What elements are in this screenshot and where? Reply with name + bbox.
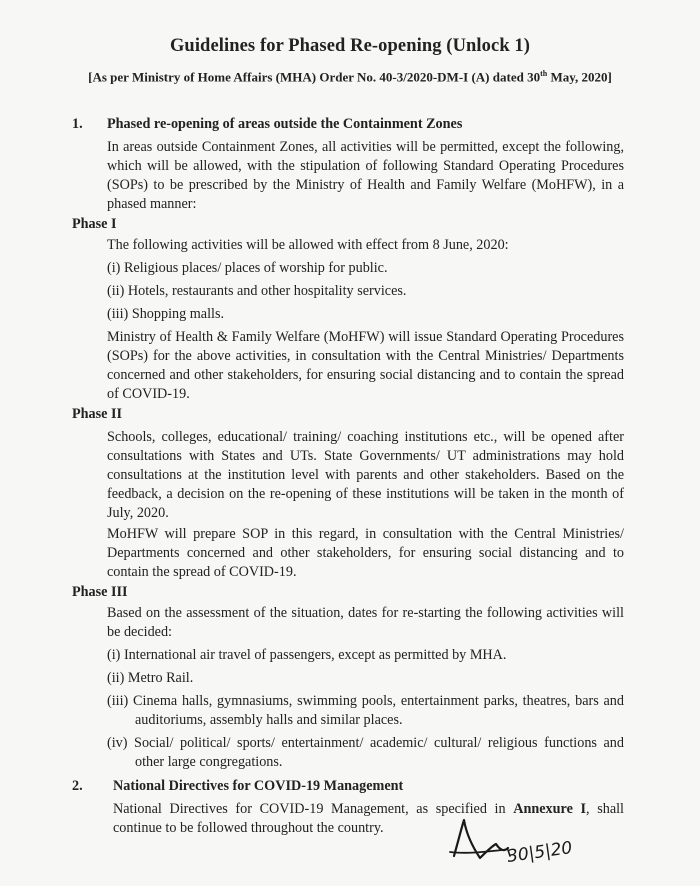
phase-1-item: (iii) Shopping malls. <box>107 306 225 322</box>
phase-1-paragraph-line: Ministry of Health & Family Welfare (MoHFW) will issue Standard Operating Procedures <box>107 329 624 345</box>
phase-1-paragraph-line: of COVID-19. <box>107 386 190 402</box>
phase-1-paragraph-line: concerned and other stakeholders, for ensuring social distancing and to contain the spread <box>107 367 624 383</box>
phase-2-paragraph-line: feedback, a decision on the re-opening of these institutions will be taken in the month of <box>107 486 624 502</box>
phase-3-item: (ii) Metro Rail. <box>107 670 194 686</box>
phase-3-item: (iv) Social/ political/ sports/ entertainment/ academic/ cultural/ religious functions and <box>107 735 624 751</box>
section-1-intro-line: which will be allowed, with the stipulation of following Standard Operating Procedures <box>107 158 624 174</box>
phase-3-item: (i) International air travel of passengers, except as permitted by MHA. <box>107 647 507 663</box>
phase-1-lead: The following activities will be allowed with effect from 8 June, 2020: <box>107 237 509 253</box>
section-1-heading: Phased re-opening of areas outside the Containment Zones <box>107 116 463 132</box>
phase-2-paragraph-line: July, 2020. <box>107 505 169 521</box>
section-1-intro-line: phased manner: <box>107 196 197 212</box>
section-2-heading: National Directives for COVID-19 Management <box>113 778 404 794</box>
phase-2-paragraph-line: contain the spread of COVID-19. <box>107 564 297 580</box>
phase-3-item: (iii) Cinema halls, gymnasiums, swimming pools, entertainment parks, theatres, bars and <box>107 693 624 709</box>
phase-2-paragraph-line: consultations with States and UTs. State Governments/ UT administrations may hold <box>107 448 624 464</box>
phase-3-item-continuation: other large congregations. <box>135 754 283 770</box>
section-2-number: 2. <box>72 778 83 794</box>
phase-1-heading: Phase I <box>72 216 117 232</box>
order-reference: [As per Ministry of Home Affairs (MHA) Order No. 40-3/2020-DM-I (A) dated 30th May, 2020] <box>88 69 612 85</box>
signature-date: 30|5|20 <box>505 838 574 867</box>
phase-1-item: (ii) Hotels, restaurants and other hospitality services. <box>107 283 407 299</box>
section-1-intro-line: In areas outside Containment Zones, all activities will be permitted, except the following, <box>107 139 624 155</box>
phase-3-lead-line: Based on the assessment of the situation, dates for re-starting the following activities will <box>107 605 624 621</box>
phase-1-item: (i) Religious places/ places of worship for public. <box>107 260 388 276</box>
phase-2-paragraph-line: Schools, colleges, educational/ training/ coaching institutions etc., will be opened after <box>107 429 624 445</box>
phase-2-paragraph-line: Departments concerned and other stakeholders, for ensuring social distancing and to <box>107 545 624 561</box>
phase-2-heading: Phase II <box>72 406 123 422</box>
phase-2-paragraph-line: consultations at the institution level with parents and other stakeholders. Based on the <box>107 467 624 483</box>
section-2-body-line: National Directives for COVID-19 Management, as specified in Annexure I, shall <box>113 801 625 817</box>
phase-1-paragraph-line: (SOPs) for the above activities, in consultation with the Central Ministries/ Departments <box>107 348 624 364</box>
phase-3-lead-line: be decided: <box>107 624 172 640</box>
page-title: Guidelines for Phased Re-opening (Unlock 1) <box>169 36 531 56</box>
phase-3-item-continuation: auditoriums, assembly halls and similar places. <box>135 712 403 728</box>
phase-3-heading: Phase III <box>72 584 128 600</box>
section-1-number: 1. <box>72 116 83 132</box>
section-2-body-line: continue to be followed throughout the country. <box>113 820 384 836</box>
handwritten-signature <box>446 812 586 872</box>
section-1-intro-line: (SOPs) to be prescribed by the Ministry of Health and Family Welfare (MoHFW), in a <box>107 177 624 193</box>
phase-2-paragraph-line: MoHFW will prepare SOP in this regard, in consultation with the Central Ministries/ <box>107 526 624 542</box>
